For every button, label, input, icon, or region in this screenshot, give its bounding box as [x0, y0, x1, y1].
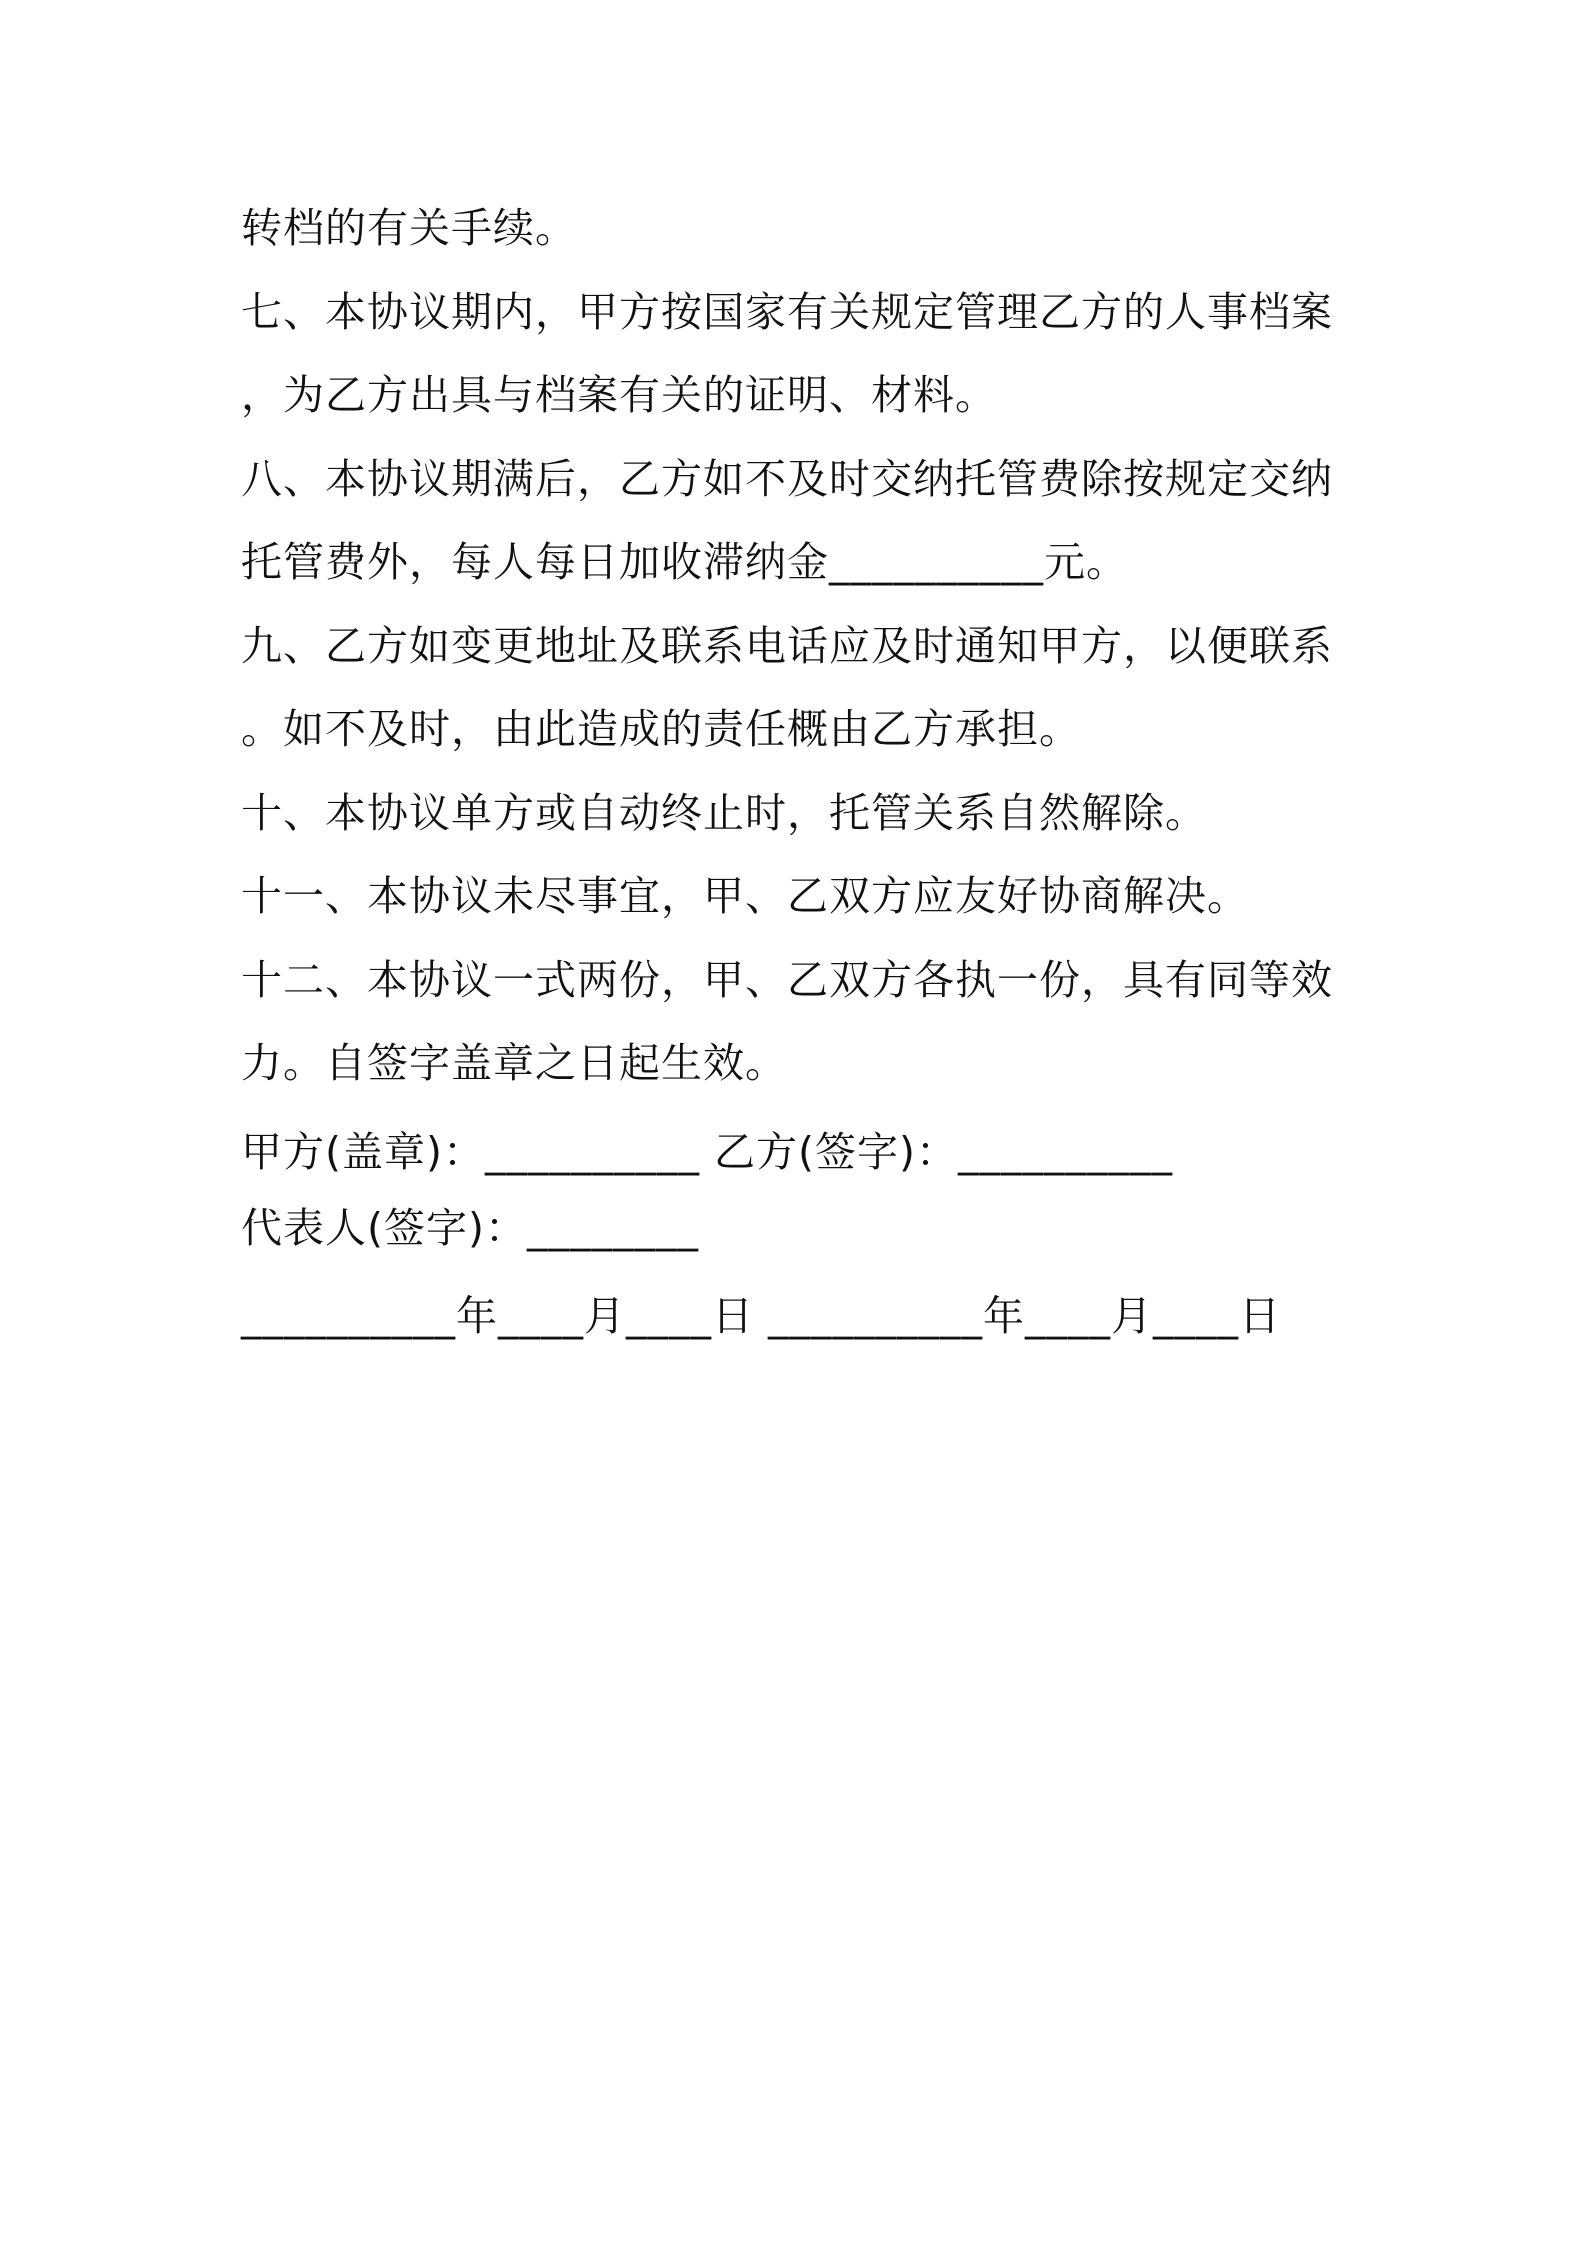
signature-date-line: __________年____月____日 __________年____月____日	[241, 1292, 1282, 1340]
clause-text-line: 十二、本协议一式两份，甲、乙双方各执一份，具有同等效	[241, 956, 1333, 1004]
clause-text-line: 力。自签字盖章之日起生效。	[241, 1039, 787, 1087]
signature-representative-line: 代表人(签字)：________	[241, 1204, 699, 1252]
clause-text-line: 十、本协议单方或自动终止时，托管关系自然解除。	[241, 789, 1207, 837]
clause-text-line: 转档的有关手续。	[241, 204, 577, 252]
clause-text-line: 十一、本协议未尽事宜，甲、乙双方应友好协商解决。	[241, 872, 1249, 920]
clause-text-line: 托管费外，每人每日加收滞纳金__________元。	[241, 538, 1128, 586]
clause-text-line: 。如不及时，由此造成的责任概由乙方承担。	[241, 705, 1081, 753]
clause-text-line: 七、本协议期内，甲方按国家有关规定管理乙方的人事档案	[241, 288, 1333, 336]
clause-text-line: 九、乙方如变更地址及联系电话应及时通知甲方，以便联系	[241, 622, 1333, 670]
signature-party-line: 甲方(盖章)：__________ 乙方(签字)：__________	[241, 1128, 1174, 1176]
clause-text-line: ，为乙方出具与档案有关的证明、材料。	[241, 371, 997, 419]
clause-text-line: 八、本协议期满后，乙方如不及时交纳托管费除按规定交纳	[241, 455, 1333, 503]
